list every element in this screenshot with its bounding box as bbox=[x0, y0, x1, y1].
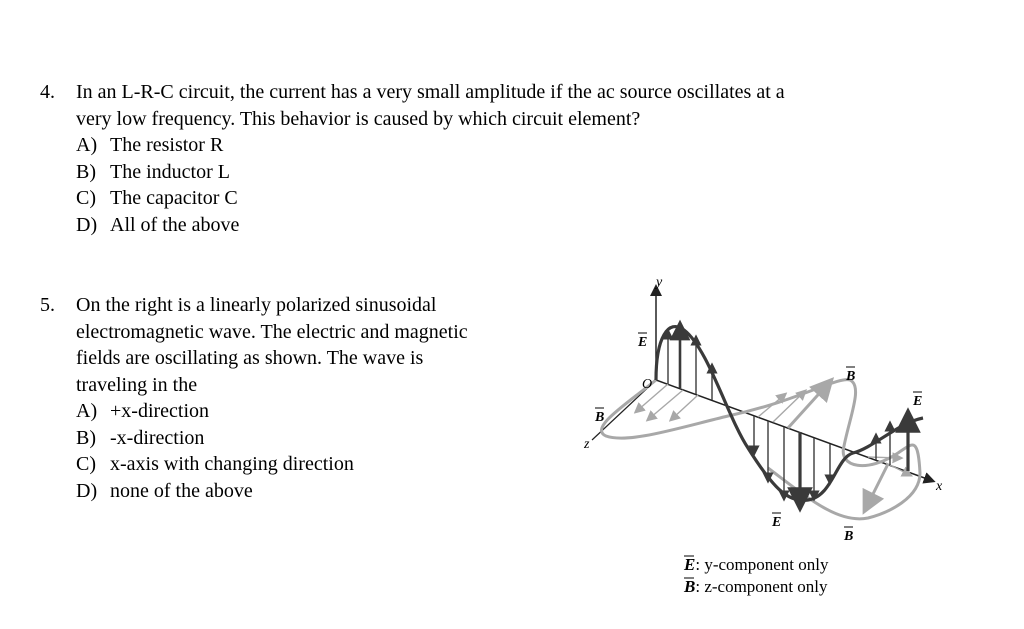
question-4 bbox=[40, 79, 785, 238]
e-field-label: E bbox=[772, 515, 782, 530]
option-text: All of the above bbox=[110, 213, 240, 236]
option-letter: C) bbox=[76, 187, 96, 209]
x-axis-label: x bbox=[936, 479, 943, 494]
origin-label: O bbox=[642, 377, 653, 392]
legend-e-text: : y-component only bbox=[695, 555, 829, 574]
option-letter: A) bbox=[76, 400, 98, 422]
option-letter: C) bbox=[76, 453, 96, 475]
option-letter: A) bbox=[76, 134, 98, 156]
option-d bbox=[76, 478, 468, 505]
question-text-line: traveling in the bbox=[76, 373, 198, 396]
question-body bbox=[76, 79, 785, 238]
legend-b-line bbox=[683, 577, 828, 596]
e-field-label: E bbox=[913, 394, 923, 409]
option-b bbox=[76, 159, 785, 186]
y-axis-label: y bbox=[656, 275, 663, 290]
option-d bbox=[76, 212, 785, 239]
question-number: 4. bbox=[40, 81, 55, 103]
option-text: The resistor R bbox=[110, 134, 224, 156]
question-text-line: On the right is a linearly polarized sinusoidal bbox=[76, 294, 437, 316]
option-letter: D) bbox=[76, 479, 98, 502]
option-text: none of the above bbox=[110, 479, 253, 502]
question-text-line: In an L-R-C circuit, the current has a very small amplitude if the ac source oscillates at a bbox=[76, 81, 785, 103]
option-letter: B) bbox=[76, 426, 96, 449]
e-field-label: E bbox=[638, 335, 648, 350]
option-b bbox=[76, 425, 468, 452]
option-text: The capacitor C bbox=[110, 187, 238, 209]
b-field-label: B bbox=[595, 410, 605, 425]
question-5 bbox=[40, 292, 468, 504]
figure-legend bbox=[683, 555, 829, 596]
option-c bbox=[76, 185, 785, 212]
option-a bbox=[76, 132, 785, 159]
option-letter: D) bbox=[76, 213, 98, 236]
z-axis-label: z bbox=[584, 437, 590, 452]
option-text: +x-direction bbox=[110, 400, 210, 422]
question-text-line: electromagnetic wave. The electric and magnetic bbox=[76, 320, 468, 343]
legend-b-text: : z-component only bbox=[695, 577, 828, 596]
legend-e-line bbox=[683, 555, 829, 574]
option-text: x-axis with changing direction bbox=[110, 453, 354, 475]
b-field-label: B bbox=[844, 529, 854, 544]
question-number: 5. bbox=[40, 294, 55, 316]
legend-e-symbol: E bbox=[684, 555, 696, 574]
legend-b-symbol: B bbox=[684, 577, 696, 596]
option-c bbox=[76, 451, 468, 478]
option-letter: B) bbox=[76, 160, 96, 183]
b-field-label: B bbox=[846, 369, 856, 384]
question-text-line: very low frequency. This behavior is caused by which circuit element? bbox=[76, 107, 641, 130]
option-text: The inductor L bbox=[110, 160, 230, 183]
question-text-line: fields are oscillating as shown. The wave is bbox=[76, 347, 424, 369]
question-body bbox=[76, 292, 468, 504]
em-wave-figure bbox=[568, 268, 968, 608]
option-text: -x-direction bbox=[110, 426, 205, 449]
option-a bbox=[76, 398, 468, 425]
magnetic-field-arrows bbox=[638, 384, 908, 504]
